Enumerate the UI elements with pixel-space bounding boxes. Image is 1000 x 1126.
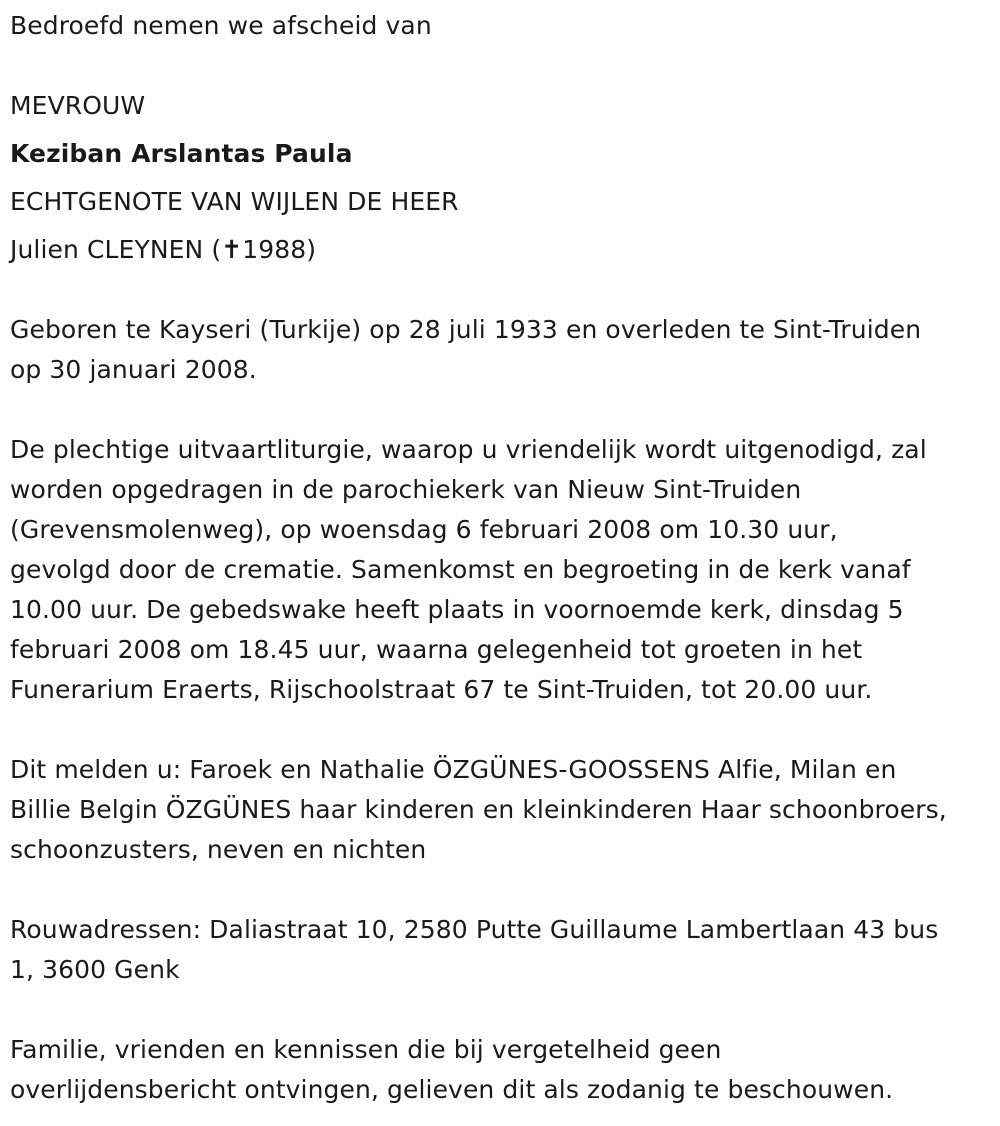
paragraph-line: Geboren te Kayseri (Turkije) op 28 juli 1933 en overleden te Sint-Truiden: [10, 315, 922, 344]
paragraph-line: Rouwadressen: Daliastraat 10, 2580 Putte Guillaume Lambertlaan 43 bus: [10, 915, 939, 944]
addresses-paragraph: [10, 910, 995, 990]
paragraph-line: 1, 3600 Genk: [10, 955, 180, 984]
paragraph-line: Funerarium Eraerts, Rijschoolstraat 67 te Sint-Truiden, tot 20.00 uur.: [10, 675, 873, 704]
paragraph-line: De plechtige uitvaartliturgie, waarop u vriendelijk wordt uitgenodigd, zal: [10, 435, 927, 464]
paragraph-line: worden opgedragen in de parochiekerk van Nieuw Sint-Truiden: [10, 475, 802, 504]
birth-death-paragraph: [10, 310, 995, 390]
paragraph-line: 10.00 uur. De gebedswake heeft plaats in voornoemde kerk, dinsdag 5: [10, 595, 904, 624]
announcers-paragraph: [10, 750, 995, 870]
paragraph-line: overlijdensbericht ontvingen, gelieven dit als zodanig te beschouwen.: [10, 1075, 894, 1104]
paragraph-line: Billie Belgin ÖZGÜNES haar kinderen en kleinkinderen Haar schoonbroers,: [10, 795, 947, 824]
title-line: MEVROUW: [10, 91, 146, 120]
paragraph-line: (Grevensmolenweg), op woensdag 6 februari 2008 om 10.30 uur,: [10, 515, 838, 544]
spouse-name: Julien CLEYNEN (✝1988): [10, 235, 317, 264]
paragraph-line: gevolgd door de crematie. Samenkomst en begroeting in de kerk vanaf: [10, 555, 911, 584]
deceased-name: Keziban Arslantas Paula: [10, 139, 353, 168]
paragraph-line: op 30 januari 2008.: [10, 355, 257, 384]
spouse-label: ECHTGENOTE VAN WIJLEN DE HEER: [10, 187, 459, 216]
ceremony-paragraph: [10, 430, 995, 710]
paragraph-line: Familie, vrienden en kennissen die bij vergetelheid geen: [10, 1035, 722, 1064]
paragraph-line: februari 2008 om 18.45 uur, waarna gelegenheid tot groeten in het: [10, 635, 863, 664]
paragraph-line: Dit melden u: Faroek en Nathalie ÖZGÜNES-GOOSSENS Alfie, Milan en: [10, 755, 897, 784]
closing-paragraph: [10, 1030, 995, 1110]
intro-line: Bedroefd nemen we afscheid van: [10, 11, 432, 40]
paragraph-line: schoonzusters, neven en nichten: [10, 835, 427, 864]
